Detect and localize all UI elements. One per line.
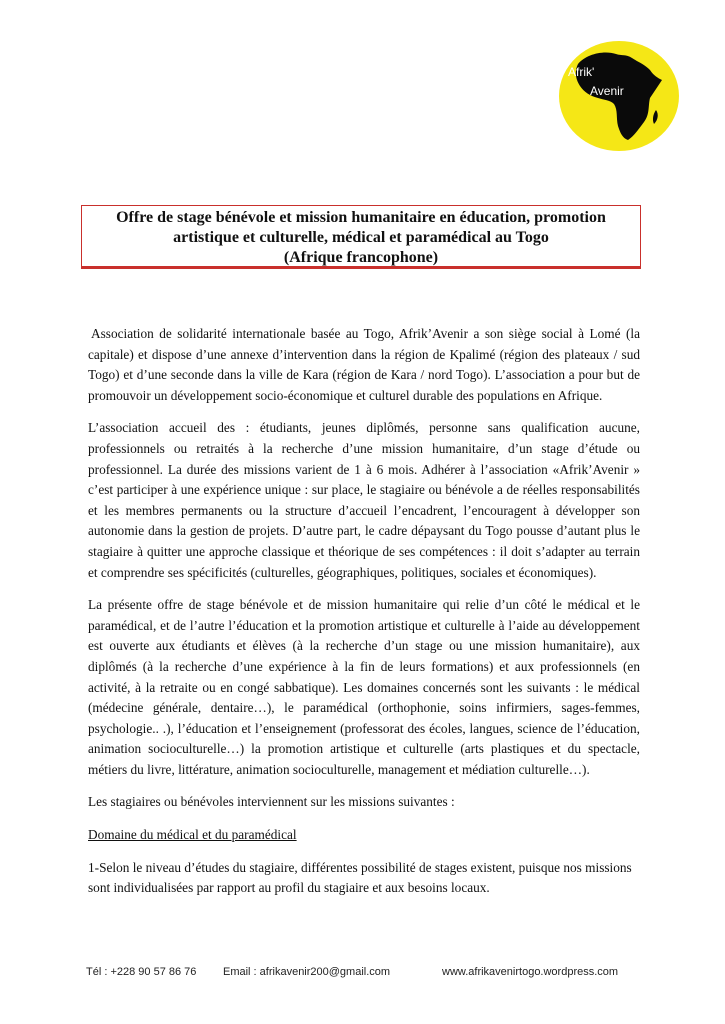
paragraph-welcomes: L’association accueil des : étudiants, jeunes diplômés, personne sans qualification aucune, professionnels ou retraités à la recherche d’une mission humanitaire, d’un stage d’étude ou professionnel. La durée des missions varient de 1 à 6 mois. Adhérer à l’association «Afrik’Avenir » c’est participer à une expérience unique : sur place, le stagiaire ou bénévole a de réelles responsabilités et les membres permanents ou la structure d’accueil l’encadrent, l’encouragent à développer son autonomie dans la gestion de projets. D’autre part, le cadre dépaysant du Togo pousse d’autant plus le stagiaire à quitter une approche classique et théorique de ses compétences : il doit s’adapter au terrain et comprendre ses spécificités (culturelles, géographiques, politiques, sociales et économiques). [88,420,640,580]
title-line-3: (Afrique francophone) [283,249,439,266]
paragraph-missions-intro: Les stagiaires ou bénévoles interviennent sur les missions suivantes : [88,794,455,810]
document-title-box [81,205,641,269]
title-line-1: Offre de stage bénévole et mission humanitaire en éducation, promotion [116,209,606,226]
afrikavenir-logo [558,40,680,152]
paragraph-offer-domains: La présente offre de stage bénévole et de mission humanitaire qui relie d’un côté le médical et le paramédical, et de l’autre l’éducation et la promotion artistique et culturelle à l’aide au développement est ouverte aux étudiants et élèves (à la recherche d’un stage ou une mission humanitaire), aux diplômés (à la recherche d’une expérience à la fin de leurs formations) et aux professionnels (en activité, à la retraite ou en congé sabbatique). Les domaines concernés sont les suivants : le médical (médecine générale, dentaire…), le paramédical (orthophonie, soins infirmiers, sages-femmes, psychologie.. .), l’éducation et l’enseignement (professorat des écoles, langues, science de l’éducation, animation socioculturelle…) la promotion artistique et culturelle (arts plastiques et du spectacle, métiers du livre, littérature, animation socioculturelle, management et médiation culturelle…). [88,597,640,777]
paragraph-mission-1: 1-Selon le niveau d’études du stagiaire, différentes possibilité de stages existent, puisque nos missions sont individualisées par rapport au profil du stagiaire et aux besoins locaux. [88,859,632,896]
section-heading-medical: Domaine du médical et du paramédical [88,827,297,843]
footer-phone: Tél : +228 90 57 86 76 [86,966,197,978]
footer-email: Email : afrikavenir200@gmail.com [223,966,391,978]
logo-graphic [558,40,680,152]
footer-website: www.afrikavenirtogo.wordpress.com [442,966,619,978]
logo-text-line1: Afrik' [568,65,595,79]
paragraph-association-intro: Association de solidarité internationale basée au Togo, Afrik’Avenir a son siège social à Lomé (la capitale) et dispose d’une annexe d’intervention dans la région de Kpalimé (région des plateaux / sud Togo) et d’une seconde dans la ville de Kara (région de Kara / nord Togo). L’association a pour but de promouvoir un développement socio-économique et culturel durable des populations en Afrique. [88,326,640,403]
document-body [88,324,640,911]
logo-text-line2: Avenir [590,84,624,98]
title-line-2: artistique et culturelle, médical et paramédical au Togo [173,229,549,246]
